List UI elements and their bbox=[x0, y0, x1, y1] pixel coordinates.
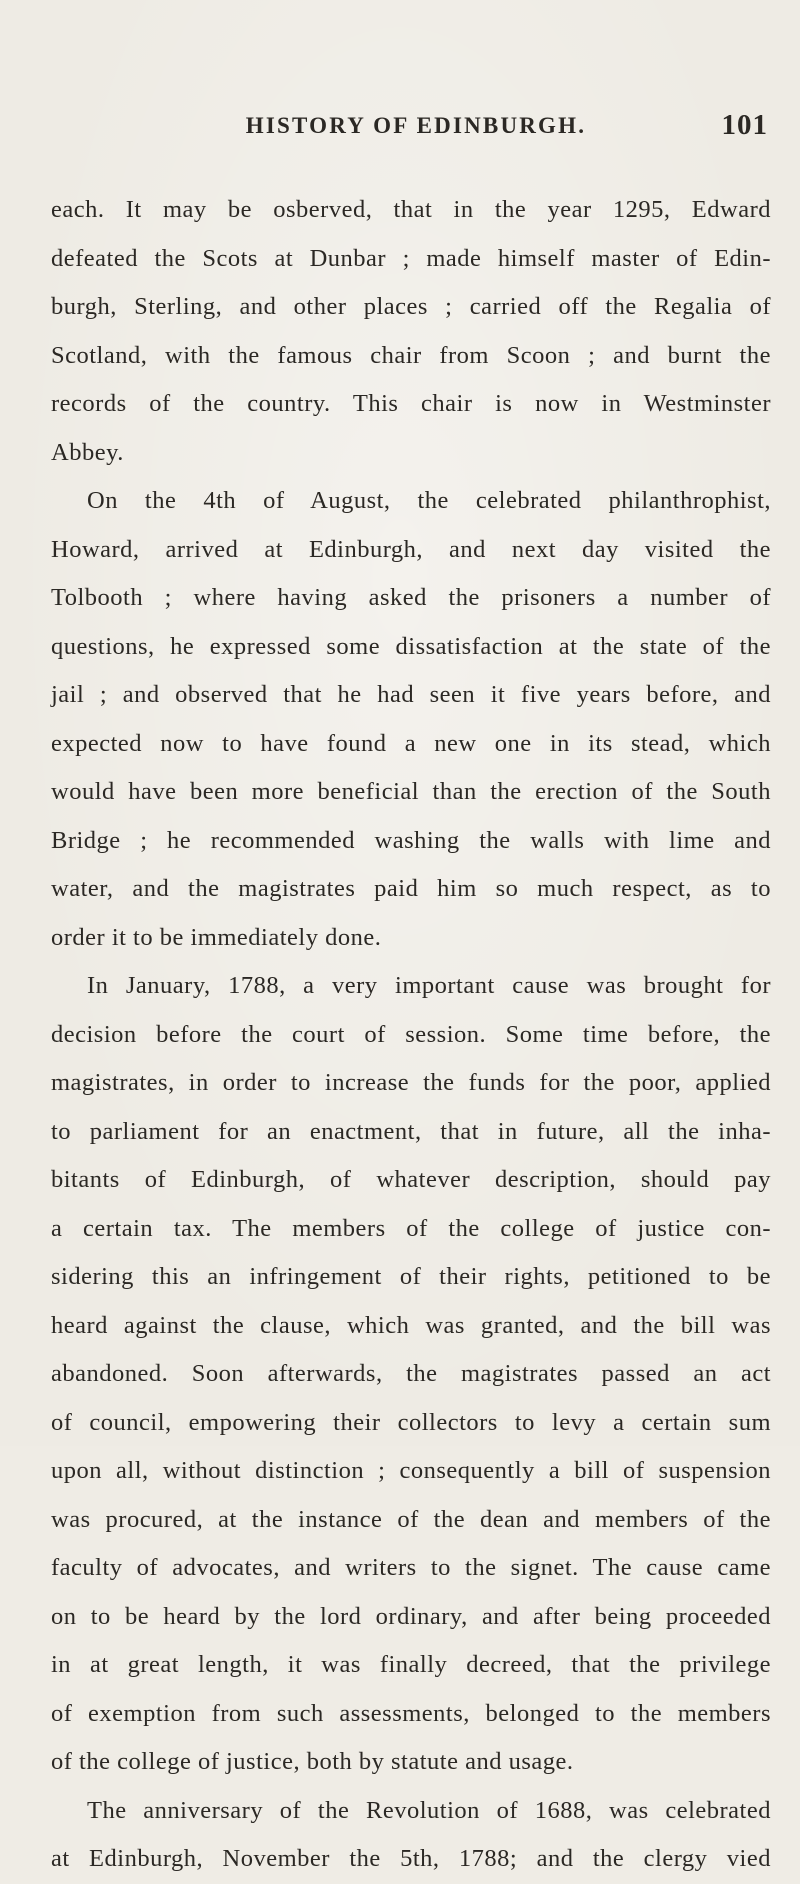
text-line: On the 4th of August, the celebrated philanthrophist, bbox=[87, 487, 771, 514]
text-line: burgh, Sterling, and other places ; carried off the Regalia of bbox=[51, 293, 771, 320]
text-line: order it to be immediately done. bbox=[51, 923, 382, 951]
text-line: defeated the Scots at Dunbar ; made himself master of Edin- bbox=[51, 244, 771, 272]
running-title: HISTORY OF EDINBURGH. bbox=[245, 113, 587, 138]
text-line: In January, 1788, a very important cause was brought for bbox=[87, 972, 771, 999]
text-line: of the college of justice, both by statute and usage. bbox=[51, 1748, 574, 1775]
text-line: of council, empowering their collectors to levy a certain sum bbox=[51, 1408, 771, 1436]
text-line: on to be heard by the lord ordinary, and after being proceeded bbox=[51, 1602, 771, 1630]
text-line: The anniversary of the Revolution of 1688, was celebrated bbox=[87, 1796, 771, 1824]
text-line: upon all, without distinction ; consequently a bill of suspension bbox=[51, 1457, 771, 1484]
text-line: jail ; and observed that he had seen it five years before, and bbox=[51, 681, 771, 708]
text-line: Tolbooth ; where having asked the prisoners a number of bbox=[51, 584, 771, 611]
paragraph-3 bbox=[51, 962, 771, 1787]
page-number: 101 bbox=[721, 109, 768, 141]
text-line: Abbey. bbox=[51, 438, 124, 466]
text-line: water, and the magistrates paid him so much respect, as to bbox=[51, 875, 771, 902]
text-line: Howard, arrived at Edinburgh, and next day visited the bbox=[51, 535, 771, 563]
paragraph-1 bbox=[51, 186, 771, 477]
running-head bbox=[52, 109, 770, 153]
text-line: at Edinburgh, November the 5th, 1788; and the clergy vied bbox=[51, 1845, 771, 1872]
text-line: abandoned. Soon afterwards, the magistrates passed an act bbox=[51, 1360, 771, 1387]
text-line: sidering this an infringement of their rights, petitioned to be bbox=[51, 1263, 771, 1290]
text-line: each. It may be osberved, that in the year 1295, Edward bbox=[51, 196, 771, 223]
text-line: faculty of advocates, and writers to the signet. The cause came bbox=[51, 1554, 771, 1581]
text-line: in at great length, it was finally decreed, that the privilege bbox=[51, 1651, 771, 1678]
body-text bbox=[51, 186, 771, 1884]
text-line: decision before the court of session. Some time before, the bbox=[51, 1020, 771, 1048]
text-line: records of the country. This chair is now in Westminster bbox=[51, 390, 771, 417]
text-line: expected now to have found a new one in its stead, which bbox=[51, 729, 771, 757]
text-line: bitants of Edinburgh, of whatever description, should pay bbox=[51, 1166, 771, 1193]
text-line: Scotland, with the famous chair from Scoon ; and burnt the bbox=[51, 341, 771, 369]
paragraph-4 bbox=[51, 1787, 771, 1884]
text-line: of exemption from such assessments, belonged to the members bbox=[51, 1699, 771, 1727]
text-line: questions, he expressed some dissatisfaction at the state of the bbox=[51, 632, 771, 660]
text-line: Bridge ; he recommended washing the walls with lime and bbox=[51, 826, 771, 854]
paragraph-2 bbox=[51, 477, 771, 962]
text-line: heard against the clause, which was granted, and the bill was bbox=[51, 1311, 771, 1339]
text-line: was procured, at the instance of the dean and members of the bbox=[51, 1505, 771, 1533]
text-line: magistrates, in order to increase the funds for the poor, applied bbox=[51, 1069, 771, 1096]
text-line: a certain tax. The members of the college of justice con- bbox=[51, 1214, 771, 1242]
text-line: to parliament for an enactment, that in future, all the inha- bbox=[51, 1117, 771, 1145]
text-line: would have been more beneficial than the erection of the South bbox=[51, 778, 771, 805]
